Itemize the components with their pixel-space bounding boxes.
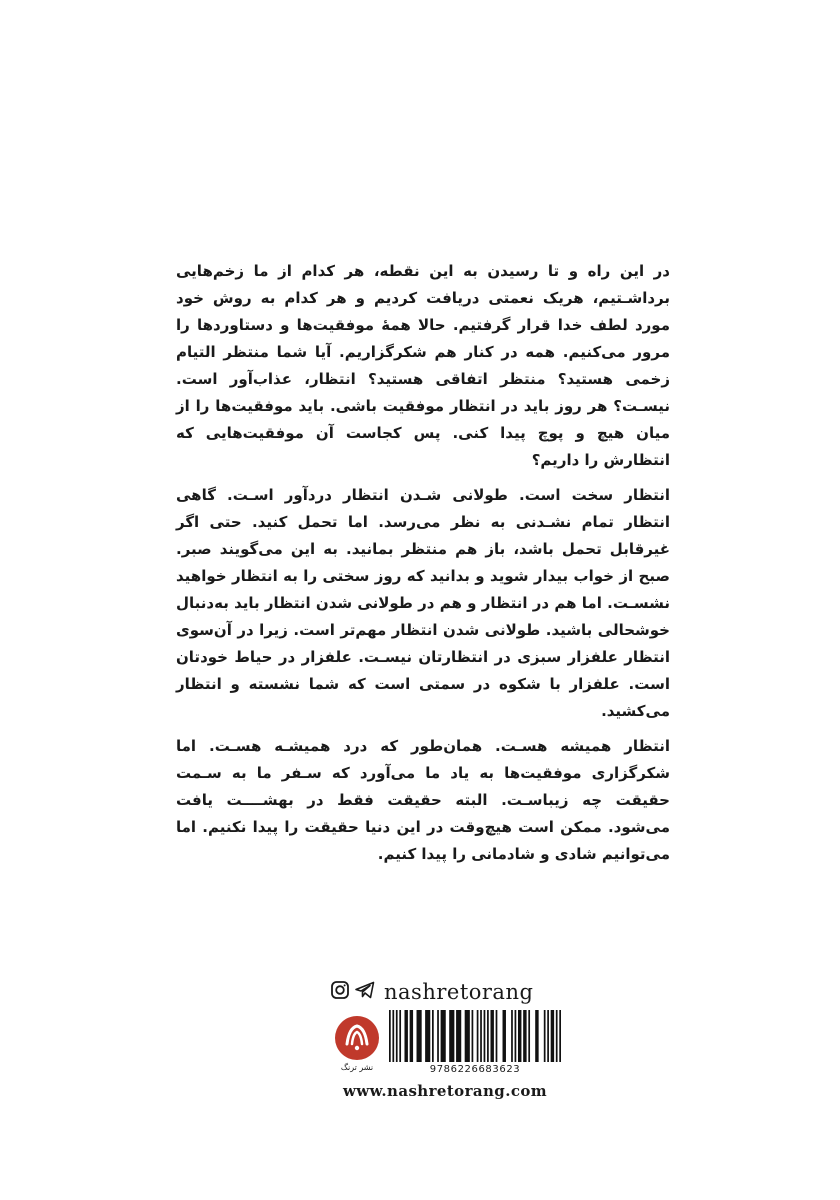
- barcode-bar: [535, 1010, 538, 1062]
- barcode-bar: [389, 1010, 391, 1062]
- barcode-bar: [547, 1010, 549, 1062]
- barcode-bar: [437, 1010, 439, 1062]
- barcode-bar: [503, 1010, 506, 1062]
- barcode-bar: [484, 1010, 486, 1062]
- barcode-bar: [559, 1010, 561, 1062]
- social-handle-row: [330, 977, 570, 1007]
- logo-caption: نشر ترنگ: [340, 1063, 374, 1072]
- isbn-number: 9786226683623: [429, 1064, 521, 1075]
- publisher-website: www.nashretorang.com: [342, 1082, 548, 1100]
- barcode-bar: [472, 1010, 474, 1062]
- barcode-bar: [551, 1010, 554, 1062]
- barcode-bar: [487, 1010, 489, 1062]
- barcode-bar: [392, 1010, 394, 1062]
- barcode-bar: [404, 1010, 407, 1062]
- barcode-bar: [523, 1010, 526, 1062]
- barcode-bar: [399, 1010, 401, 1062]
- barcode-bar: [432, 1010, 434, 1062]
- barcode-bar: [556, 1010, 558, 1062]
- barcode-bar: [465, 1010, 470, 1062]
- telegram-icon: [354, 980, 376, 1004]
- barcode-bar: [518, 1010, 521, 1062]
- barcode-bar: [449, 1010, 454, 1062]
- social-icons: [330, 980, 376, 1004]
- barcode-bar: [417, 1010, 422, 1062]
- barcode-bar: [477, 1010, 479, 1062]
- barcode-bar: [544, 1010, 546, 1062]
- barcode-bar: [396, 1010, 398, 1062]
- back-cover-text: [176, 258, 670, 876]
- paragraph-1: در این راه و تا رسیدن به این نقطه، هر کدام از ما زخم‌هایی برداشـتیم، هریک نعمتی دریافت کردیم و هر کدام به روش خود مورد لطف خدا قرار گرفتیم. حالا همهٔ موفقیت‌ها و دستاوردها را مرور می‌کنیم. همه در کنار هم شکرگزاریم. آیا شما منتظر التیام زخمی هستید؟ منتظر اتفاقی هستید؟ انتظار، عذاب‌آور است. نیسـت؟ هر روز باید در انتظار موفقیت باشی. باید موفقیت‌ها را از میان هیچ و پوچ پیدا کنی. پس کجاست آن موفقیت‌هایی که انتظارش را داریم؟: [176, 262, 670, 469]
- barcode-bar: [425, 1010, 430, 1062]
- paragraph-3: انتظار همیشه هسـت. همان‌طور که درد همیشـه هسـت. اما شکرگزاری موفقیت‌ها به یاد ما می‌آورد که سـفر ما به سـمت حقیقت چه زیباسـت. البته حقیقت فقط در بهشــــت یافت می‌شود. ممکن است هیچ‌وقت در این دنیا حقیقت را پیدا نکنیم. اما می‌توانیم شادی و شادمانی را پیدا کنیم.: [176, 737, 670, 863]
- barcode-bar: [515, 1010, 517, 1062]
- barcode-bar: [528, 1010, 530, 1062]
- barcode-bar: [490, 1010, 493, 1062]
- barcode-bar: [511, 1010, 513, 1062]
- instagram-icon: [330, 980, 350, 1004]
- barcode-bar: [441, 1010, 446, 1062]
- barcode-bar: [496, 1010, 498, 1062]
- paragraph-2: انتظار سخت است. طولانی شـدن انتظار دردآور اسـت. گاهی انتظار تمام نشـدنی به نظر می‌رسد. اما تحمل کنید. حتی اگر غیرقابل تحمل باشد، باز هم منتظر بمانید. به این می‌گویند صبر. صبح از خواب بیدار شوید و بدانید که روز سختی را به انتظار خواهید نشسـت. اما هم در انتظار و هم در طولانی شدن انتظار باید به‌دنبال خوشحالی باشید. طولانی شدن انتظار مهم‌تر است. زیرا در آن‌سوی انتظار علفزار سبزی در انتظارتان نیسـت. علفزار در حیاط خودتان است. علفزار با شکوه در سمتی است که شما نشسته و انتظار می‌کشید.: [176, 486, 670, 720]
- social-handle: nashretorang: [384, 980, 534, 1004]
- barcode-bar: [410, 1010, 413, 1062]
- barcode-bar: [480, 1010, 482, 1062]
- barcode-bar: [456, 1010, 461, 1062]
- isbn-barcode: [389, 1010, 561, 1062]
